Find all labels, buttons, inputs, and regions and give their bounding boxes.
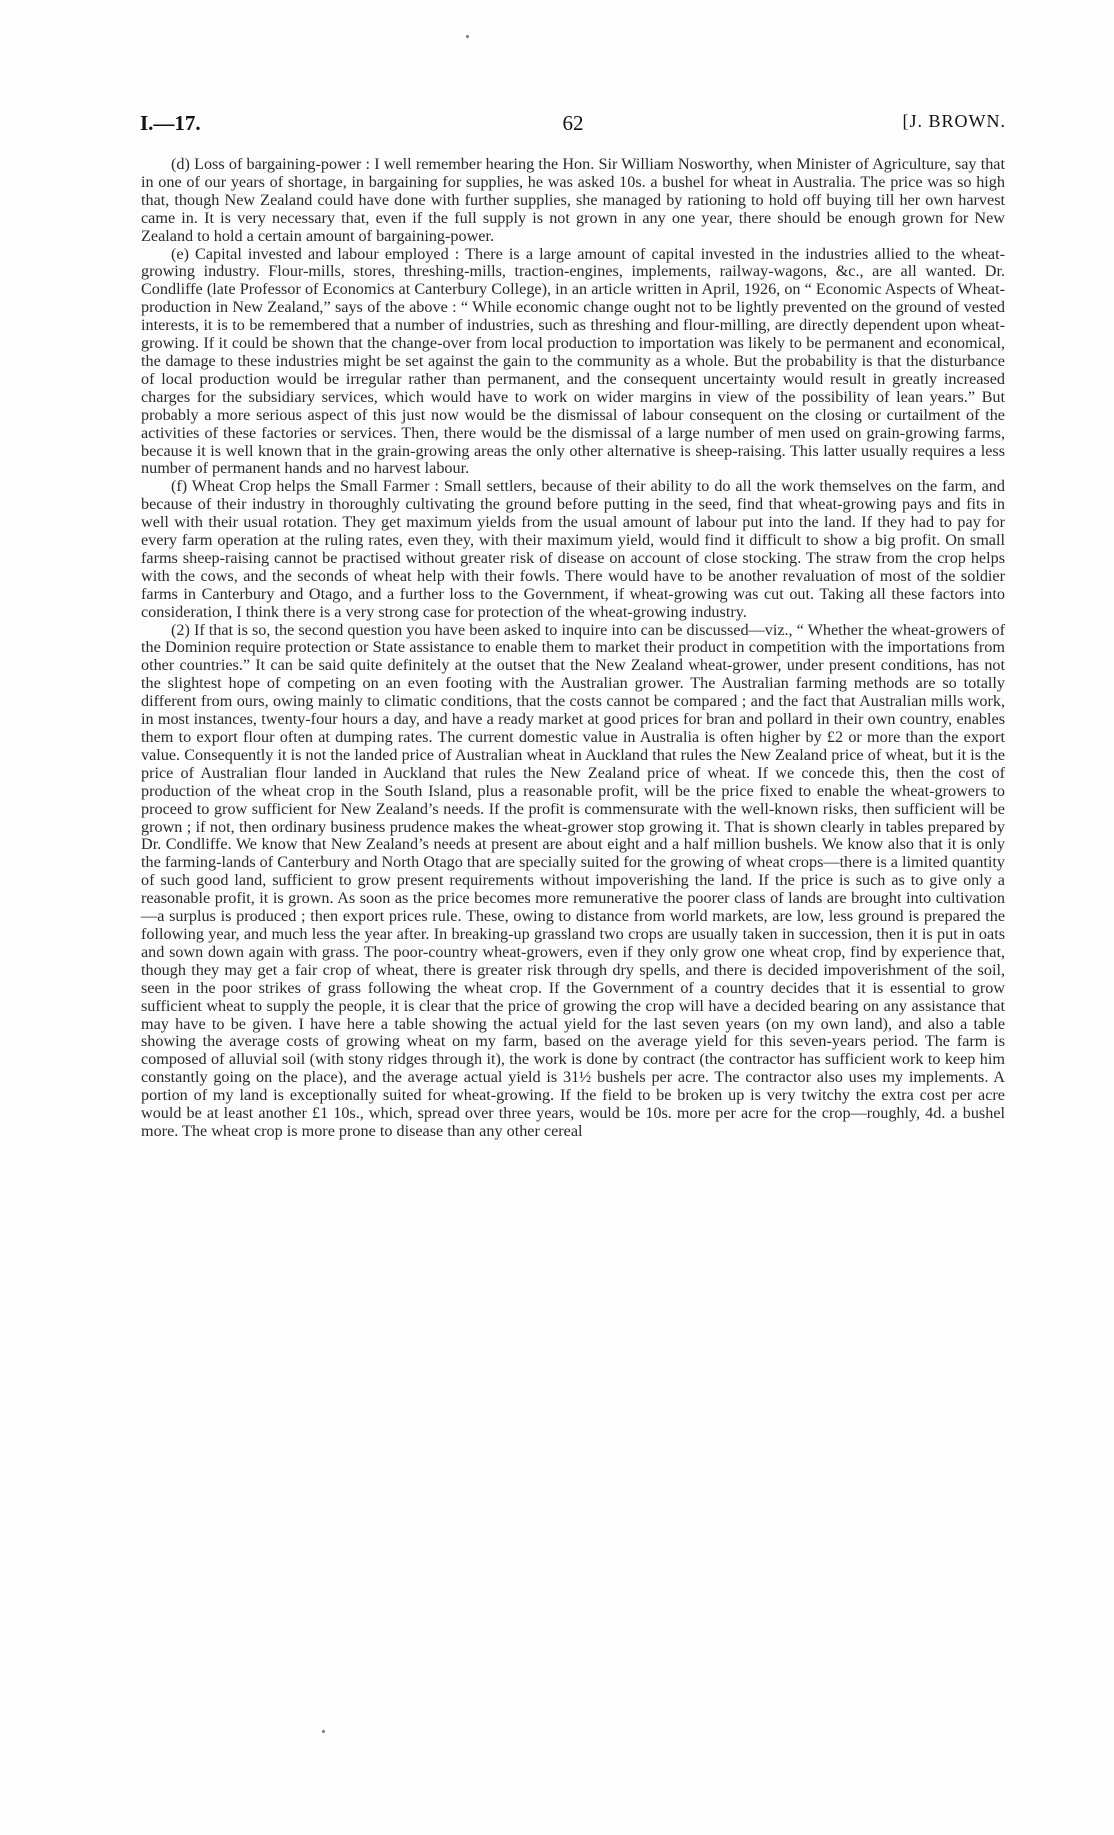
scan-speck <box>466 35 469 38</box>
document-reference: I.—17. <box>140 111 201 135</box>
witness-name: [J. BROWN. <box>902 111 1006 131</box>
paragraph-2: (2) If that is so, the second question you have been asked to inquire into can be discussed—viz., “ Whether the wheat-growers of the Dominion require protection or State assistance to enable them to market their product in competition with the importations from other countries.” It can be said quite definitely at the outset that the New Zealand wheat-grower, under present conditions, has not the slightest hope of competing on an even footing with the Australian grower. The Australian farming methods are so totally different from ours, owing mainly to climatic conditions, that the costs cannot be compared ; and the fact that Australian mills work, in most instances, twenty-four hours a day, and have a ready market at good prices for bran and pollard in their own country, enables them to export flour often at dumping rates. The current domestic value in Australia is often higher by £2 or more than the export value. Consequently it is not the landed price of Australian wheat in Auckland that rules the New Zealand price of wheat, but it is the price of Australian flour landed in Auckland that rules the New Zealand price of wheat. If we concede this, then the cost of production of the wheat crop in the South Island, plus a reasonable profit, will be the price fixed to enable the wheat-growers to proceed to grow sufficient for New Zealand’s needs. If the profit is commensurate with the well-known risks, then sufficient will be grown ; if not, then ordinary business prudence makes the wheat-grower stop growing it. That is shown clearly in tables prepared by Dr. Condliffe. We know that New Zealand’s needs at present are about eight and a half million bushels. We know also that it is only the farming-lands of Canterbury and North Otago that are specially suited for the growing of wheat crops—there is a limited quantity of such good land, sufficient to grow present requirements without impoverishing the land. If the price is such as to give only a reasonable profit, it is grown. As soon as the price becomes more remunerative the poorer class of lands are brought into cultivation—a surplus is produced ; then export prices rule. These, owing to distance from world markets, are low, less ground is prepared the following year, and much less the year after. In breaking-up grassland two crops are usually taken in succession, then it is put in oats and sown down again with grass. The poor-country wheat-growers, even if they only grow one wheat crop, find by experience that, though they may get a fair crop of wheat, there is greater risk through dry spells, and there is decided impoverishment of the soil, seen in the poor strikes of grass following the wheat crop. If the Government of a country decides that it is essential to grow sufficient wheat to supply the people, it is clear that the price of growing the crop will have a decided bearing on any assistance that may have to be given. I have here a table showing the actual yield for the last seven years (on my own land), and also a table showing the average costs of growing wheat on my farm, based on the average yield for this seven-years period. The farm is composed of alluvial soil (with stony ridges through it), the work is done by contract (the contractor has sufficient work to keep him constantly going on the place), and the average actual yield is 31½ bushels per acre. The contractor also uses my implements. A portion of my land is exceptionally suited for wheat-growing. If the field to be broken up is very twitchy the extra cost per acre would be at least another £1 10s., which, spread over three years, would be 10s. more per acre for the crop—roughly, 4d. a bushel more. The wheat crop is more prone to disease than any other cereal <box>141 620 1005 1140</box>
paragraph-e: (e) Capital invested and labour employed : There is a large amount of capital invested in the industries allied to the wheat-growing industry. Flour-mills, stores, threshing-mills, traction-engines, implements, railway-wagons, &c., are all wanted. Dr. Condliffe (late Professor of Economics at Canterbury College), in an article written in April, 1926, on “ Economic Aspects of Wheat-production in New Zealand,” says of the above : “ While economic change ought not to be lightly prevented on the ground of vested interests, it is to be remembered that a number of industries, such as threshing and flour-milling, are directly dependent upon wheat-growing. If it could be shown that the change-over from local production to importation was likely to be permanent and economical, the damage to these industries might be set against the gain to the community as a whole. But the probability is that the disturbance of local production would be irregular rather than permanent, and the consequent uncertainty would result in greatly increased charges for the subsidiary services, which would have to work on wider margins in view of the possibility of lean years.” But probably a more serious aspect of this just now would be the dismissal of labour consequent on the closing or curtailment of the activities of these factories or services. Then, there would be the dismissal of a large number of men used on grain-growing farms, because it is well known that in the grain-growing areas the only other alternative is sheep-raising. This latter usually requires a less number of permanent hands and no harvest labour. <box>141 244 1005 478</box>
page-header <box>140 111 1006 141</box>
paragraph-d: (d) Loss of bargaining-power : I well remember hearing the Hon. Sir William Nosworthy, when Minister of Agriculture, say that in one of our years of shortage, in bargaining for supplies, he was asked 10s. a bushel for wheat in Australia. The price was so high that, though New Zealand could have done with further supplies, she managed by rationing to hold off buying till her own harvest came in. It is very necessary that, even if the full supply is not grown in any one year, there should be enough grown for New Zealand to hold a certain amount of bargaining-power. <box>141 155 1005 245</box>
page-number: 62 <box>562 111 584 135</box>
document-body <box>141 156 1005 1141</box>
paragraph-f: (f) Wheat Crop helps the Small Farmer : Small settlers, because of their ability to do all the work themselves on the farm, and because of their industry in thoroughly cultivating the ground before putting in the seed, find that wheat-growing pays and fits in well with their usual rotation. They get maximum yields from the usual amount of labour put into the land. If they had to pay for every farm operation at the ruling rates, even they, with their maximum yield, would find it difficult to show a big profit. On small farms sheep-raising cannot be practised without greater risk of disease on account of close stocking. The straw from the crop helps with the cows, and the seconds of wheat help with their fowls. There would have to be another revaluation of most of the soldier farms in Canterbury and Otago, and a further loss to the Government, if wheat-growing was cut out. Taking all these factors into consideration, I think there is a very strong case for protection of the wheat-growing industry. <box>141 477 1005 621</box>
scan-speck <box>322 1730 325 1733</box>
